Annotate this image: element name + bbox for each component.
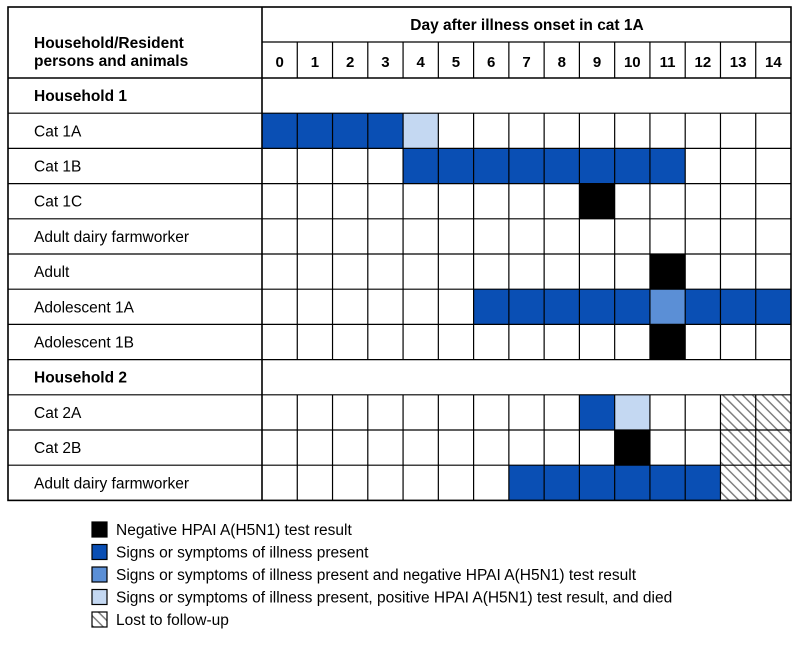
legend-swatch-symptoms-positive-died xyxy=(92,590,107,605)
day-number: 5 xyxy=(451,54,461,71)
days-axis-title: Day after illness onset in cat 1A xyxy=(410,17,644,34)
cell-symptoms xyxy=(650,148,685,183)
cell-symptoms xyxy=(615,289,650,324)
legend-swatch-symptoms-negative-test xyxy=(92,567,107,582)
cell-symptoms xyxy=(615,465,650,500)
cell-symptoms xyxy=(474,289,509,324)
cell-symptoms xyxy=(579,395,614,430)
subject-label: Cat 2A xyxy=(34,404,82,422)
day-number: 11 xyxy=(659,54,676,71)
cell-symptoms xyxy=(579,289,614,324)
subject-label: Adolescent 1B xyxy=(34,334,134,352)
cell-negative-test xyxy=(579,184,614,219)
day-cells xyxy=(262,113,791,500)
cell-symptoms xyxy=(438,148,473,183)
cell-symptoms xyxy=(509,289,544,324)
cell-symptoms xyxy=(579,465,614,500)
cell-symptoms xyxy=(474,148,509,183)
cell-symptoms xyxy=(333,113,368,148)
cell-negative-test xyxy=(650,324,685,359)
legend-label: Negative HPAI A(H5N1) test result xyxy=(116,522,352,539)
cell-symptoms xyxy=(262,113,297,148)
day-number: 6 xyxy=(487,54,496,71)
household-label: Household 2 xyxy=(34,369,128,387)
day-number: 10 xyxy=(623,54,641,71)
legend-swatch-lost-to-follow-up xyxy=(92,612,107,627)
day-number: 2 xyxy=(345,54,355,71)
day-number: 14 xyxy=(765,54,782,71)
cell-symptoms-negative-test xyxy=(650,289,685,324)
cell-lost-to-follow-up xyxy=(756,395,791,430)
cell-symptoms xyxy=(544,289,579,324)
cell-symptoms xyxy=(756,289,791,324)
legend xyxy=(92,522,672,629)
legend-swatch-symptoms xyxy=(92,545,107,560)
cell-lost-to-follow-up xyxy=(756,465,791,500)
household-label: Household 1 xyxy=(34,88,128,106)
subject-label: Cat 1C xyxy=(34,193,83,211)
subject-label: Adult dairy farmworker xyxy=(34,228,190,246)
legend-label: Signs or symptoms of illness present, positive HPAI A(H5N1) test result, and died xyxy=(116,589,673,607)
subject-label: Cat 2B xyxy=(34,440,82,458)
cell-symptoms xyxy=(403,148,438,183)
day-number: 12 xyxy=(694,54,712,71)
cell-symptoms-positive-died xyxy=(403,113,438,148)
cell-negative-test xyxy=(615,430,650,465)
cell-symptoms xyxy=(544,465,579,500)
cell-symptoms xyxy=(685,289,720,324)
day-number: 1 xyxy=(310,54,320,71)
cell-symptoms xyxy=(509,148,544,183)
cell-lost-to-follow-up xyxy=(756,430,791,465)
grid-lines xyxy=(8,7,791,500)
cell-symptoms xyxy=(509,465,544,500)
subject-label: Adult xyxy=(34,264,70,282)
day-number: 13 xyxy=(729,54,747,71)
cell-symptoms xyxy=(579,148,614,183)
day-number: 8 xyxy=(557,54,566,71)
cell-lost-to-follow-up xyxy=(720,430,755,465)
subject-label: Cat 1A xyxy=(34,123,82,141)
day-number: 4 xyxy=(416,54,425,71)
column-title-line1: Household/Resident xyxy=(34,35,184,52)
subject-label: Adult dairy farmworker xyxy=(34,475,190,493)
legend-label: Signs or symptoms of illness present and negative HPAI A(H5N1) test result xyxy=(116,567,637,584)
cell-negative-test xyxy=(650,254,685,289)
cell-symptoms xyxy=(544,148,579,183)
cell-symptoms xyxy=(650,465,685,500)
cell-symptoms xyxy=(685,465,720,500)
cell-symptoms-positive-died xyxy=(615,395,650,430)
legend-label: Signs or symptoms of illness present xyxy=(116,544,369,562)
cell-symptoms xyxy=(615,148,650,183)
subject-label: Cat 1B xyxy=(34,158,82,176)
cell-lost-to-follow-up xyxy=(720,465,755,500)
column-title-line2: persons and animals xyxy=(34,53,189,70)
day-number: 9 xyxy=(592,54,602,71)
day-number: 3 xyxy=(381,54,390,71)
cell-lost-to-follow-up xyxy=(720,395,755,430)
cell-symptoms xyxy=(297,113,332,148)
subject-label: Adolescent 1A xyxy=(34,299,134,317)
legend-swatch-negative-test xyxy=(92,522,107,537)
day-number: 0 xyxy=(275,54,284,71)
legend-label: Lost to follow-up xyxy=(116,612,229,629)
cell-symptoms xyxy=(368,113,403,148)
cell-symptoms xyxy=(720,289,755,324)
day-number: 7 xyxy=(522,54,531,71)
